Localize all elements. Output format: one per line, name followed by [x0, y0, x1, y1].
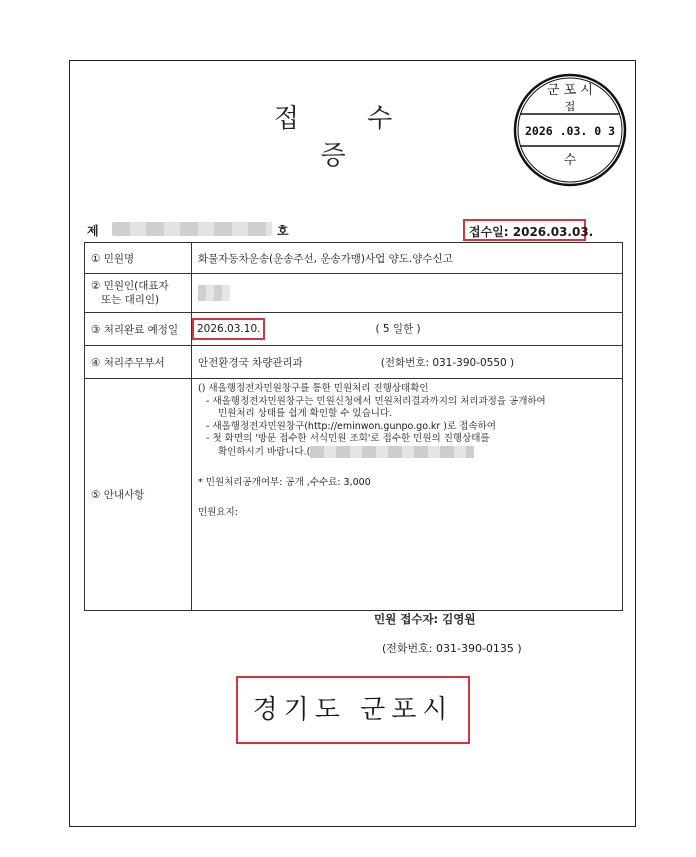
officer-phone: (전화번호: 031-390-0135 ) — [382, 642, 522, 655]
receiving-officer: 민원 접수자: 김영원 — [374, 612, 476, 626]
applicant-label-line2: 또는 대리인) — [101, 294, 160, 306]
applicant-label — [85, 274, 192, 313]
document-title: 접 수 증 — [273, 104, 423, 171]
complaint-name-value: 화물자동차운송(운송주선, 운송가맹)사업 양도.양수신고 — [192, 243, 623, 274]
receipt-number-label: 제 — [87, 224, 99, 238]
complaint-name-label: ① 민원명 — [85, 243, 192, 274]
notice-line-4: - 새올행정전자민원창구(http://eminwon.gunpo.go.kr )로 접속하여 — [206, 420, 496, 432]
stamp-bottom-text: 수 — [563, 153, 577, 168]
department-phone: (전화번호: 031-390-0550 ) — [380, 356, 515, 369]
stamp-middle-text: 접 — [564, 100, 576, 113]
receipt-number-row — [87, 219, 592, 241]
table-row — [85, 313, 623, 346]
stamp-seal-icon — [512, 72, 628, 188]
notice-line-6 — [198, 446, 616, 459]
department-value: 안전환경국 차량관리과 — [198, 356, 303, 369]
department-cell — [192, 346, 623, 379]
notice-line-1: () 새올행정전자민원창구를 통한 민원처리 진행상태확인 — [198, 383, 429, 394]
receipt-info-table — [84, 242, 623, 611]
notice-label: ⑤ 안내사항 — [85, 379, 192, 611]
due-date-label: ③ 처리완료 예정일 — [85, 313, 192, 346]
department-label: ④ 처리주무부서 — [85, 346, 192, 379]
receipt-number-suffix: 호 — [277, 224, 289, 238]
applicant-value — [192, 274, 623, 313]
table-row — [85, 243, 623, 274]
table-row — [85, 379, 623, 611]
notice-line-5: - 첫 화면의 '방문 접수한 서식민원 조회'로 접수한 민원의 진행상태를 — [206, 433, 490, 444]
official-stamp — [512, 72, 628, 188]
notice-line-6-text: 확인하시기 바랍니다.( — [218, 446, 311, 457]
notice-line-2: - 새올행정전자민원창구는 민원신청에서 민원처리결과까지의 처리과정을 공개하여 — [206, 395, 546, 407]
stamp-date: 2026 .03. 0 3 — [524, 124, 616, 138]
due-date-value: 2026.03.10. — [192, 318, 265, 340]
summary-label: 민원요지: — [198, 507, 238, 518]
stamp-top-text: 군 포 시 — [547, 83, 593, 98]
table-row — [85, 346, 623, 379]
notice-line-3: 민원처리 상태를 쉽게 확인할 수 있습니다. — [218, 408, 393, 419]
applicant-label-line1: ② 민원인(대표자 — [91, 280, 169, 292]
notice-cell — [192, 379, 623, 611]
due-date-days: ( 5 일한 ) — [375, 323, 421, 335]
receipt-date: 접수일: 2026.03.03. — [463, 219, 586, 241]
due-date-cell — [192, 313, 623, 346]
redacted-notice-text — [310, 446, 474, 458]
issuing-authority: 경기도 군포시 — [236, 676, 470, 744]
disclosure-line: * 민원처리공개여부: 공개 ,수수료: 3,000 — [198, 476, 371, 488]
table-row — [85, 274, 623, 313]
redacted-applicant-name — [198, 285, 230, 301]
redacted-receipt-number — [112, 222, 272, 236]
